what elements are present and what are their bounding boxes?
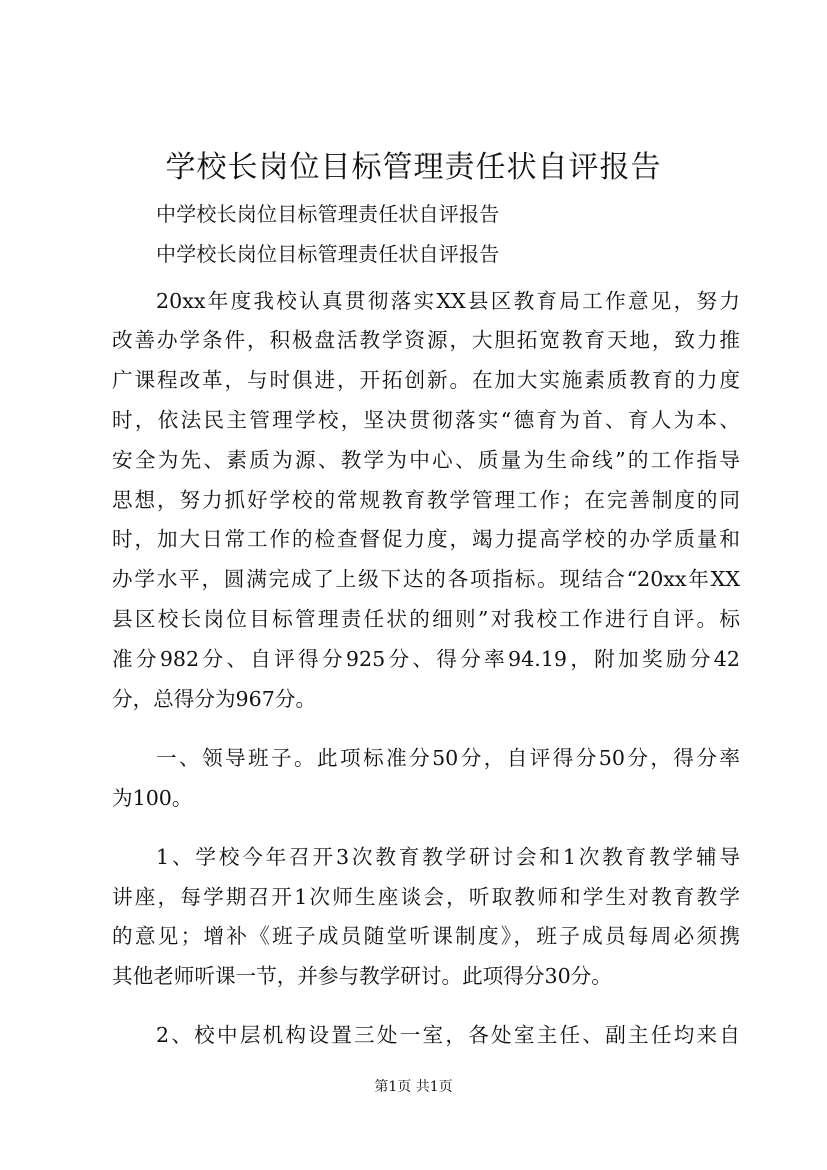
body-line: 其他老师听课一节，并参与教学研讨。此项得分30分。: [112, 964, 612, 988]
document-subtitle: 中学校长岗位目标管理责任状自评报告: [156, 202, 500, 226]
body-line: 准分982分、自评得分925分、得分率94.19，附加奖励分42: [112, 647, 740, 671]
body-line: 时，依法民主管理学校，坚决贯彻落实“德育为首、育人为本、: [112, 408, 740, 432]
body-line: 思想，努力抓好学校的常规教育教学管理工作；在完善制度的同: [112, 488, 740, 512]
body-line: 改善办学条件，积极盘活教学资源，大胆拓宽教育天地，致力推: [112, 328, 740, 352]
document-subtitle: 中学校长岗位目标管理责任状自评报告: [156, 242, 500, 266]
page-footer: 第1页 共1页: [374, 1079, 453, 1095]
body-line: 办学水平，圆满完成了上级下达的各项指标。现结合“20xx年XX: [112, 567, 740, 591]
section-heading: 一、领导班子。此项标准分50分，自评得分50分，得分率: [156, 746, 740, 770]
body-line: 广课程改革，与时俱进，开拓创新。在加大实施素质教育的力度: [112, 368, 740, 392]
body-line: 20xx年度我校认真贯彻落实XX县区教育局工作意见，努力: [156, 289, 740, 313]
body-line: 1、学校今年召开3次教育教学研讨会和1次教育教学辅导: [156, 845, 740, 869]
body-line: 分，总得分为967分。: [112, 687, 317, 711]
body-line: 时，加大日常工作的检查督促力度，竭力提高学校的办学质量和: [112, 527, 740, 551]
body-line: 安全为先、素质为源、教学为中心、质量为生命线”的工作指导: [112, 448, 740, 472]
body-line: 2、校中层机构设置三处一室，各处室主任、副主任均来自: [156, 1023, 740, 1047]
body-line: 讲座，每学期召开1次师生座谈会，听取教师和学生对教育教学: [112, 885, 740, 909]
body-line: 的意见；增补《班子成员随堂听课制度》，班子成员每周必须携: [112, 924, 740, 948]
document-title: 学校长岗位目标管理责任状自评报告: [165, 150, 662, 185]
body-line: 为100。: [112, 786, 193, 810]
body-line: 县区校长岗位目标管理责任状的细则”对我校工作进行自评。标: [112, 607, 740, 631]
